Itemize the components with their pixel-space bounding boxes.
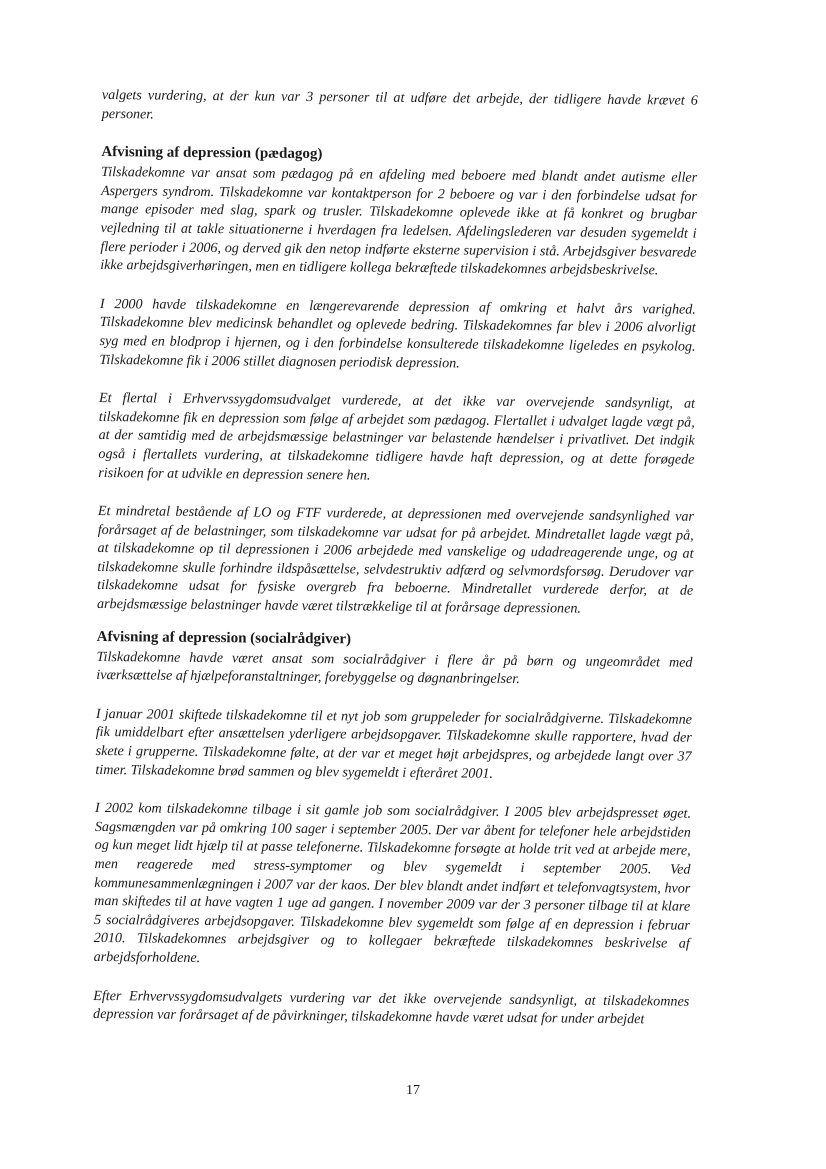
- paragraph: Efter Erhvervssygdomsudvalgets vurdering var det ikke overvejende sandsynligt, at tilskadekomnes depression var forårsaget af de påvirkninger, tilskadekomne havde været udsat for under arbejdet: [93, 987, 690, 1028]
- paragraph: I 2000 havde tilskadekomne en længerevarende depression af omkring et halvt års varighed. Tilskadekomne blev medicinsk behandlet og oplevede bedring. Tilskadekomnes far blev i 2006 alvorligt syg med en blodprop i hjernen, og i den forbindelse konsulterede tilskadekomne ligeledes en psykolog. Tilskadekomne fik i 2006 stillet diagnosen periodisk depression.: [99, 295, 696, 371]
- paragraph: Tilskadekomne havde været ansat som socialrådgiver i flere år på børn og ungeområdet med iværksættelse af hjælpeforanstaltninger, forebyggelse og døgnanbringelser.: [96, 648, 693, 688]
- paragraph: I 2002 kom tilskadekomne tilbage i sit gamle job som socialrådgiver. I 2005 blev arbejdspresset øget. Sagsmængden var på omkring 100 sager i september 2005. Der var åbent for telefoner hele arbejdstiden og kun meget lidt hjælp til at passe telefonerne. Tilskadekomne forsøgte at holde trit ved at arbejde mere, men reagerede med stress-symptomer og blev sygemeldt i september 2005. Ved kommunesammenlægningen i 2007 var der kaos. Der blev blandt andet indført et telefonvagtsystem, hvor man skiftedes til at have vagten 1 uge ad gangen. I november 2009 var der 3 personer tilbage til at klare 5 socialrådgiveres arbejdsopgaver. Tilskadekomne blev sygemeldt som følge af en depression i februar 2010. Tilskadekomnes arbejdsgiver og to kollegaer bekræftede tilskadekomnes beskrivelse af arbejdsforholdene.: [93, 800, 692, 966]
- section-heading-paedagog: Afvisning af depression (pædagog): [101, 144, 323, 163]
- paragraph: Et flertal i Erhvervssygdomsudvalget vurderede, at det ikke var overvejende sandsynligt, at tilskadekomne fik en depression som følge af arbejdet som pædagog. Flertallet i udvalget lagde vægt på, at der samtidig med de arbejdsmæssige belastninger var belastende hændelser i privatlivet. Det indgik også i flertallets vurdering, at tilskadekomne tidligere havde haft depression, og at dette forøgede risikoen for at udvikle en depression senere hen.: [98, 390, 696, 484]
- paragraph: I januar 2001 skiftede tilskadekomne til et nyt job som gruppeleder for socialrådgiverne. Tilskadekomne fik umiddelbart efter ansættelsen yderligere arbejdsopgaver. Tilskadekomne skulle rapportere, hvad der skete i grupperne. Tilskadekomne følte, at der var et meget højt arbejdspres, og arbejdede langt over 37 timer. Tilskadekomne brød sammen og blev sygemeldt i efteråret 2001.: [95, 705, 693, 782]
- intro-paragraph: valgets vurdering, at der kun var 3 personer til at udføre det arbejde, der tidligere havde krævet 6 personer.: [101, 86, 698, 123]
- section-heading-socialraadgiver: Afvisning af depression (socialrådgiver): [96, 628, 352, 648]
- paragraph: Tilskadekomne var ansat som pædagog på en afdeling med beboere med blandt andet autisme eller Aspergers syndrom. Tilskadekomne var kontaktperson for 2 beboere og var i den forbindelse udsat for mange episoder med slag, spark og trusler. Tilskadekomne oplevede ikke at få konkret og brugbar vejledning til at takle situationerne i hverdagen fra ledelsen. Afdelingslederen var desuden sygemeldt i flere perioder i 2006, og derved gik den netop indførte eksterne supervision i stå. Arbejdsgiver besvarede ikke arbejdsgiverhøringen, men en tidligere kollega bekræftede tilskadekomnes arbejdsbeskrivelse.: [100, 164, 698, 279]
- paragraph: Et mindretal bestående af LO og FTF vurderede, at depressionen med overvejende sandsynlighed var forårsaget af de belastninger, som tilskadekomne var udsat for på arbejdet. Mindretallet lagde vægt på, at tilskadekomne op til depressionen i 2006 arbejdede med vanskelige og udadreagerende unge, og at tilskadekomne skulle forhindre ildspåsættelse, selvdestruktiv adfærd og selvmordsforsøg. Derudover var tilskadekomne udsat for fysiske overgreb fra beboerne. Mindretallet vurderede derfor, at de arbejdsmæssige belastninger havde været tilstrækkelige til at forårsage depressionen.: [96, 503, 694, 617]
- page-number: 17: [406, 1083, 420, 1098]
- page-content: [93, 86, 698, 1029]
